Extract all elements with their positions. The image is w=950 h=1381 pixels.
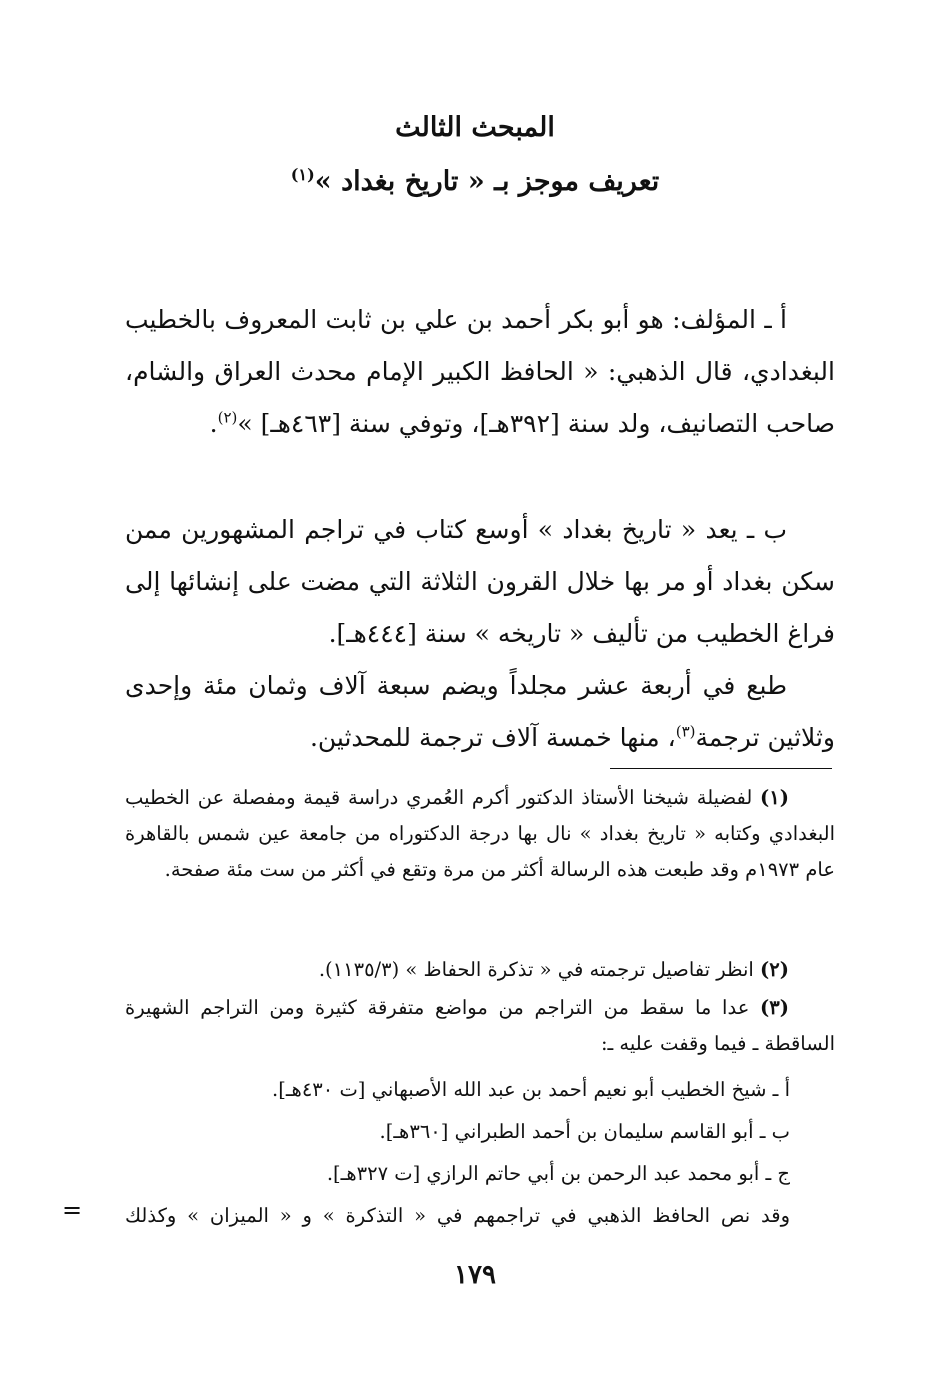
paragraph-book: ب ـ يعد « تاريخ بغداد » أوسع كتاب في تراجم المشهورين ممن سكن بغداد أو مر بها خلال القرون الثلاثة التي مضت على إنشائها إلى فراغ الخطيب من تأليف « تاريخه » سنة [٤٤٤هـ]. — [125, 515, 835, 648]
footnote-3-item-c: ج ـ أبو محمد عبد الرحمن بن أبي حاتم الرازي [ت ٣٢٧هـ]. — [326, 1162, 790, 1185]
footnote-3 — [125, 990, 835, 1062]
paragraph-printing-text-1: طبع في أربعة عشر مجلداً ويضم سبعة آلاف وثمان مئة وإحدى وثلاثين ترجمة — [125, 671, 835, 752]
subtitle-text: تعريف موجز بـ « تاريخ بغداد » — [314, 166, 660, 197]
footnote-ref-2: (٢) — [217, 408, 238, 427]
continuation-mark: = — [62, 1196, 83, 1224]
footnote-2-number: (٢) — [760, 958, 789, 981]
paragraph-author — [125, 294, 835, 450]
footnote-ref-3: (٣) — [675, 722, 696, 741]
footnote-1-number: (١) — [760, 786, 789, 809]
paragraph-printing — [125, 660, 835, 764]
paragraph-printing-text-2: ، منها خمسة آلاف ترجمة للمحدثين. — [309, 723, 676, 752]
page-number: ١٧٩ — [454, 1260, 496, 1290]
paragraph-author-text: أ ـ المؤلف: هو أبو بكر أحمد بن علي بن ثابت المعروف بالخطيب البغدادي، قال الذهبي: « الحافظ الكبير الإمام محدث العراق والشام، صاحب التصانيف، ولد سنة [٣٩٢هـ]، وتوفي سنة [٤٦٣هـ] » — [125, 305, 835, 438]
section-subtitle — [0, 166, 950, 197]
footnote-3-item-a: أ ـ شيخ الخطيب أبو نعيم أحمد بن عبد الله الأصبهاني [ت ٤٣٠هـ]. — [272, 1078, 790, 1101]
footnote-2 — [125, 952, 835, 988]
footnote-1 — [125, 780, 835, 888]
chapter-title: المبحث الثالث — [395, 112, 555, 143]
footnote-3-number: (٣) — [760, 996, 789, 1019]
footnote-ref-1: (١) — [290, 165, 315, 184]
footnote-divider — [610, 768, 832, 769]
footnote-2-text: انظر تفاصيل ترجمته في « تذكرة الحفاظ » (١١٣٥/٣). — [318, 958, 761, 981]
footnote-1-text: لفضيلة شيخنا الأستاذ الدكتور أكرم العُمري دراسة قيمة ومفصلة عن الخطيب البغدادي وكتابه « تاريخ بغداد » نال بها درجة الدكتوراه من جامعة عين شمس بالقاهرة عام ١٩٧٣م وقد طبعت هذه الرسالة أكثر من مرة وتقع في أكثر من ست مئة صفحة. — [125, 786, 835, 881]
footnote-3-continuation: وقد نص الحافظ الذهبي في تراجمهم في « التذكرة » و « الميزان » وكذلك — [125, 1204, 790, 1227]
footnote-3-text: عدا ما سقط من التراجم من مواضع متفرقة كثيرة ومن التراجم الشهيرة الساقطة ـ فيما وقفت عليه ـ: — [125, 996, 835, 1055]
paragraph-author-end: . — [209, 409, 218, 438]
footnote-3-item-b: ب ـ أبو القاسم سليمان بن أحمد الطبراني [٣٦٠هـ]. — [379, 1120, 790, 1143]
